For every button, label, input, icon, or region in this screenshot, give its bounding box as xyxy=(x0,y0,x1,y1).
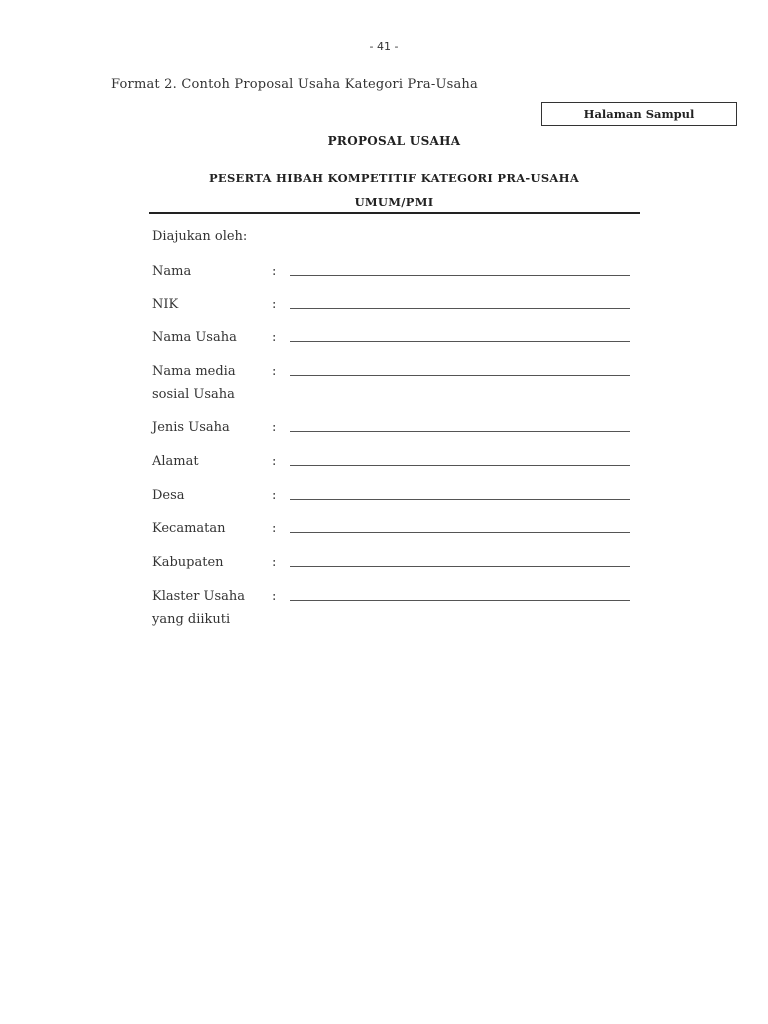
field-klaster-usaha xyxy=(152,585,632,635)
field-label: Nama xyxy=(152,264,192,279)
field-blank-line[interactable] xyxy=(290,275,630,276)
field-blank-line[interactable] xyxy=(290,532,630,533)
field-label: Nama Usaha xyxy=(152,330,237,345)
field-blank-line[interactable] xyxy=(290,341,630,342)
field-label: Jenis Usaha xyxy=(152,420,230,435)
field-blank-line[interactable] xyxy=(290,375,630,376)
field-colon: : xyxy=(272,555,277,570)
field-colon: : xyxy=(272,364,277,379)
cover-page-box: Halaman Sampul xyxy=(541,102,737,126)
field-colon: : xyxy=(272,297,277,312)
field-label: Alamat xyxy=(152,454,199,469)
field-colon: : xyxy=(272,264,277,279)
field-blank-line[interactable] xyxy=(290,465,630,466)
subtitle-line-2: UMUM/PMI xyxy=(354,195,434,209)
field-label: Kabupaten xyxy=(152,555,224,570)
field-colon: : xyxy=(272,521,277,536)
field-label: Nama media sosial Usaha xyxy=(152,364,236,402)
submitted-by-label: Diajukan oleh: xyxy=(152,229,248,244)
field-colon: : xyxy=(272,454,277,469)
format-title: Format 2. Contoh Proposal Usaha Kategori Pra-Usaha xyxy=(111,77,478,92)
field-colon: : xyxy=(272,330,277,345)
field-label: Klaster Usaha yang diikuti xyxy=(152,589,246,627)
field-blank-line[interactable] xyxy=(290,600,630,601)
field-label: Kecamatan xyxy=(152,521,226,536)
field-label: Desa xyxy=(152,488,185,503)
field-media-sosial xyxy=(152,360,632,410)
proposal-subtitle xyxy=(0,166,768,214)
field-colon: : xyxy=(272,589,277,604)
field-blank-line[interactable] xyxy=(290,566,630,567)
field-colon: : xyxy=(272,488,277,503)
subtitle-line-1: PESERTA HIBAH KOMPETITIF KATEGORI PRA-USAHA xyxy=(208,171,580,185)
field-blank-line[interactable] xyxy=(290,431,630,432)
page-number: - 41 - xyxy=(369,40,399,53)
field-blank-line[interactable] xyxy=(290,308,630,309)
field-colon: : xyxy=(272,420,277,435)
header-divider xyxy=(149,212,640,214)
field-label: NIK xyxy=(152,297,179,312)
proposal-title: PROPOSAL USAHA xyxy=(327,134,461,148)
field-blank-line[interactable] xyxy=(290,499,630,500)
